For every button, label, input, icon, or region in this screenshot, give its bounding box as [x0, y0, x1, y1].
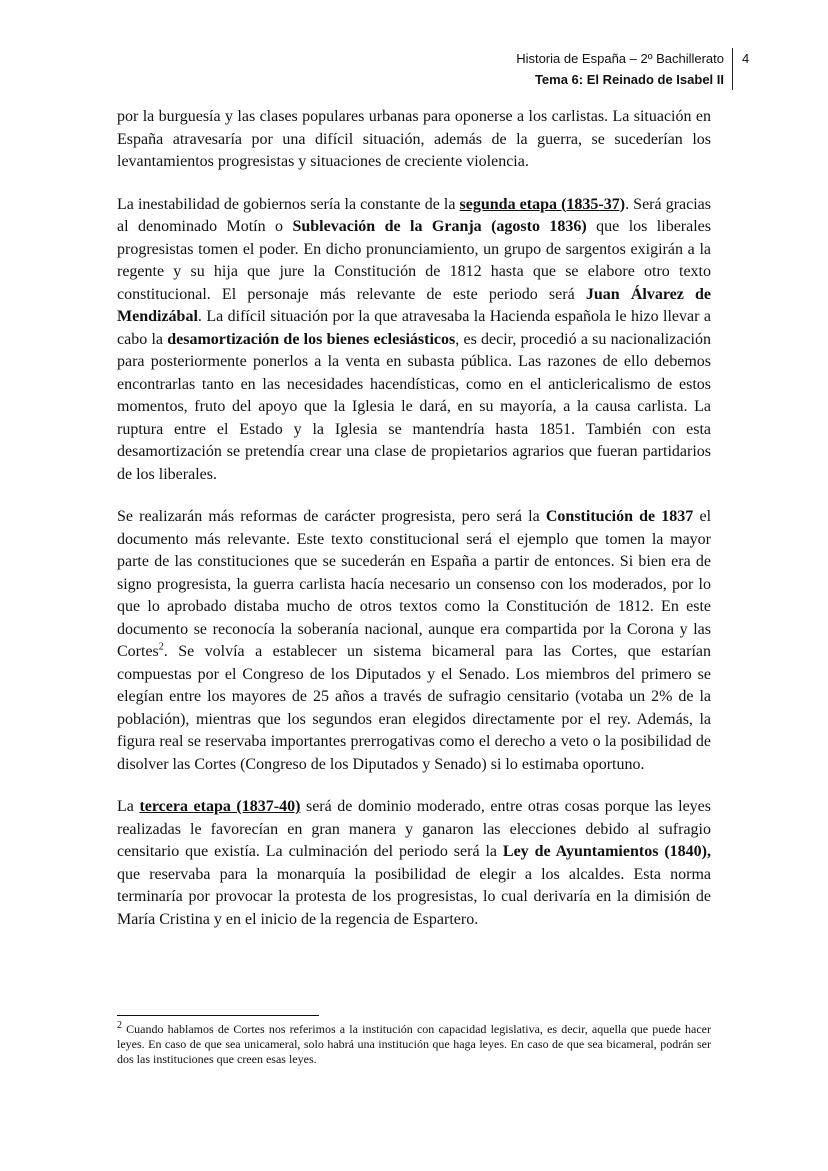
- p3-text-1: Se realizarán más reformas de carácter progresista, pero será la: [117, 508, 546, 525]
- p2-text-2: . Será gracias al denominado Motín o: [117, 195, 712, 235]
- footnote-mark: 2: [117, 1020, 122, 1031]
- p2-text-1: La inestabilidad de gobiernos sería la constante de la: [117, 195, 460, 213]
- footnote: [117, 1022, 711, 1067]
- document-body: [117, 106, 711, 951]
- p4-text-3: que reservaba para la monarquía la posibilidad de elegir a los alcaldes. Esta norma terminaría por provocar la protesta de los progresistas, lo cual derivaría en la dimisión de María Cristina y en el inicio de la regencia de Espartero.: [117, 865, 711, 928]
- paragraph-1: [117, 106, 711, 174]
- footnote-divider: [117, 1015, 319, 1016]
- ley-ayuntamientos-term: Ley de Ayuntamientos (1840),: [502, 843, 711, 860]
- p3-text-3: . Se volvía a establecer un sistema bicameral para las Cortes, que estarían compuestas por el Congreso de los Diputados y el Senado. Los miembros del primero se elegían entre los mayores de 25 años a través de sufragio censitario (votaba un 2% de la población), mientras que los segundos eran elegidos directamente por el rey. Además, la figura real se reservaba importantes prerrogativas como el derecho a veto o la posibilidad de disolver las Cortes (Congreso de los Diputados y Senado) si lo estimaba oportuno.: [117, 643, 711, 773]
- paragraph-2: [117, 194, 711, 487]
- segunda-etapa-heading: segunda etapa (1835-37): [459, 195, 626, 213]
- header-title: Historia de España – 2º Bachillerato: [516, 51, 724, 66]
- desamortizacion-term: desamortización de los bienes eclesiásticos: [167, 330, 456, 348]
- page-number: 4: [742, 51, 750, 66]
- p4-text-1: La: [117, 798, 140, 815]
- p2-text-5: , es decir, procedió a su nacionalización para posteriormente ponerlos a la venta en subasta pública. Las razones de ello debemos encontrarlas tanto en las necesidades hacendísticas, como en el anticlericalismo de estos momentos, fruto del apoyo que la Iglesia le dará, en su mayoría, a la causa carlista. La ruptura entre el Estado y la Iglesia se mantendría hasta 1851. También con esta desamortización se pretendía crear una clase de propietarios agrarios que fueran partidarios de los liberales.: [117, 330, 711, 483]
- mendizabal-term: Juan Álvarez de Mendizábal: [117, 285, 711, 325]
- p3-text-2: el documento más relevante. Este texto constitucional será el ejemplo que tomen la mayor parte de las constituciones que se sucederán en España a partir de entonces. Si bien era de signo progresista, la guerra carlista hacía necesario un consenso con los moderados, por lo que lo aprobado distaba mucho de otros textos como la Constitución de 1812. En este documento se reconocía la soberanía nacional, aunque era compartida por la Corona y las Cortes: [117, 508, 712, 660]
- footnote-reference[interactable]: 2: [158, 641, 164, 653]
- page-header: [516, 48, 733, 90]
- paragraph-1-text: por la burguesía y las clases populares urbanas para oponerse a los carlistas. La situación en España atravesaría por una difícil situación, además de la guerra, se sucederían los levantamientos progresistas y situaciones de creciente violencia.: [117, 108, 711, 170]
- p4-text-2: será de dominio moderado, entre otras cosas porque las leyes realizadas le favorecían en gran manera y ganaron las elecciones debido al sufragio censitario que existía. La culminación del periodo será la: [117, 798, 712, 860]
- footnote-text: Cuando hablamos de Cortes nos referimos a la institución con capacidad legislativa, es decir, aquella que puede hacer leyes. En caso de que sea unicameral, solo habrá una institución que haga leyes. En caso de que sea bicameral, podrán ser dos las instituciones que creen esas leyes.: [117, 1022, 711, 1066]
- tercera-etapa-heading: tercera etapa (1837-40): [139, 798, 301, 815]
- paragraph-4: [117, 796, 711, 931]
- p2-text-4: . La difícil situación por la que atravesaba la Hacienda española le hizo llevar a cabo la: [117, 308, 711, 348]
- sublevacion-granja-term: Sublevación de la Granja (agosto 1836): [292, 218, 587, 235]
- paragraph-3: [117, 506, 711, 776]
- header-subtitle: Tema 6: El Reinado de Isabel II: [534, 72, 724, 87]
- constitucion-1837-term: Constitución de 1837: [545, 508, 694, 525]
- p2-text-3: que los liberales progresistas tomen el poder. En dicho pronunciamiento, un grupo de sargentos exigirán a la regente y su hija que jure la Constitución de 1812 hasta que se elabore otro texto constitucional. El personaje más relevante de este periodo será: [117, 218, 712, 303]
